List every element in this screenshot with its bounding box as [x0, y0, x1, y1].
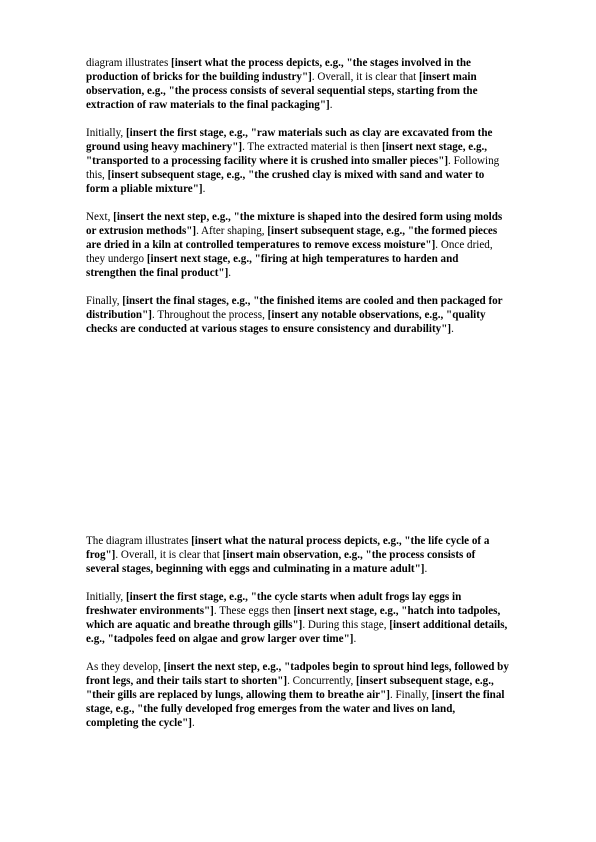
manufacturing-process-section [86, 56, 510, 350]
text-run: The diagram illustrates [86, 535, 192, 547]
paragraph [86, 294, 510, 336]
text-run: . The extracted material is then [242, 141, 383, 153]
text-run: . During this stage, [302, 619, 390, 631]
placeholder-run: [insert main observation, e.g., "the process consists of several sequential steps, starting from the extraction of raw materials to the final packaging"] [86, 71, 478, 111]
paragraph [86, 210, 510, 280]
natural-process-section [86, 534, 510, 744]
paragraph [86, 590, 510, 646]
text-run: Finally, [86, 295, 123, 307]
text-run: . [451, 323, 454, 335]
placeholder-run: [insert the next step, e.g., "the mixture is shaped into the desired form using molds or extrusion methods"] [86, 211, 503, 237]
text-run: . These eggs then [213, 605, 294, 617]
text-run: . Following this, [86, 155, 500, 181]
placeholder-run: [insert main observation, e.g., "the process consists of several stages, beginning with eggs and culminating in a mature adult"] [86, 549, 476, 575]
text-run: . Once dried, they undergo [86, 239, 493, 265]
placeholder-run: [insert the next step, e.g., "tadpoles begin to sprout hind legs, followed by front legs, and their tails start to shorten"] [86, 661, 509, 687]
text-run: . [424, 563, 428, 575]
text-run: Next, [86, 211, 114, 223]
placeholder-run: [insert subsequent stage, e.g., "the crushed clay is mixed with sand and water to form a pliable mixture"] [86, 169, 485, 195]
placeholder-run: [insert next stage, e.g., "hatch into tadpoles, which are aquatic and breathe through gills"] [86, 605, 501, 631]
text-run: diagram illustrates [86, 57, 172, 69]
placeholder-run: [insert any notable observations, e.g., "quality checks are conducted at various stages to ensure consistency and durability"] [86, 309, 486, 335]
placeholder-run: [insert subsequent stage, e.g., "their gills are replaced by lungs, allowing them to breathe air"] [86, 675, 494, 701]
paragraph [86, 126, 510, 196]
text-run: . [329, 99, 333, 111]
paragraph [86, 534, 510, 576]
text-run: . Overall, it is clear that [311, 71, 420, 83]
placeholder-run: [insert what the process depicts, e.g., "the stages involved in the production of bricks for the building industry"] [86, 57, 471, 83]
text-run: . Throughout the process, [151, 309, 268, 321]
placeholder-run: [insert the first stage, e.g., "the cycle starts when adult frogs lay eggs in freshwater environments"] [86, 591, 462, 617]
placeholder-run: [insert the final stages, e.g., "the finished items are cooled and then packaged for distribution"] [86, 295, 503, 321]
text-run: . [353, 633, 357, 645]
placeholder-run: [insert the first stage, e.g., "raw materials such as clay are excavated from the ground using heavy machinery"] [86, 127, 493, 153]
text-run: Initially, [86, 591, 126, 603]
paragraph [86, 660, 510, 730]
text-run: . [202, 183, 206, 195]
placeholder-run: [insert subsequent stage, e.g., "the formed pieces are dried in a kiln at controlled temperatures to remove excess moisture"] [86, 225, 498, 251]
placeholder-run: [insert what the natural process depicts, e.g., "the life cycle of a frog"] [86, 535, 490, 561]
text-run: . Concurrently, [287, 675, 357, 687]
text-run: . After shaping, [196, 225, 268, 237]
text-run: . Overall, it is clear that [115, 549, 223, 561]
text-run: Initially, [86, 127, 126, 139]
text-run: As they develop, [86, 661, 164, 673]
placeholder-run: [insert the final stage, e.g., "the fully developed frog emerges from the water and lives on land, completing the cycle"] [86, 689, 505, 729]
text-run: . [191, 717, 195, 729]
text-run: . Finally, [389, 689, 432, 701]
text-run: . [228, 267, 232, 279]
placeholder-run: [insert next stage, e.g., "transported to a processing facility where it is crushed into smaller pieces"] [86, 141, 488, 167]
placeholder-run: [insert next stage, e.g., "firing at high temperatures to harden and strengthen the final product"] [86, 253, 459, 279]
paragraph [86, 56, 510, 112]
placeholder-run: [insert additional details, e.g., "tadpoles feed on algae and grow larger over time"] [86, 619, 508, 645]
